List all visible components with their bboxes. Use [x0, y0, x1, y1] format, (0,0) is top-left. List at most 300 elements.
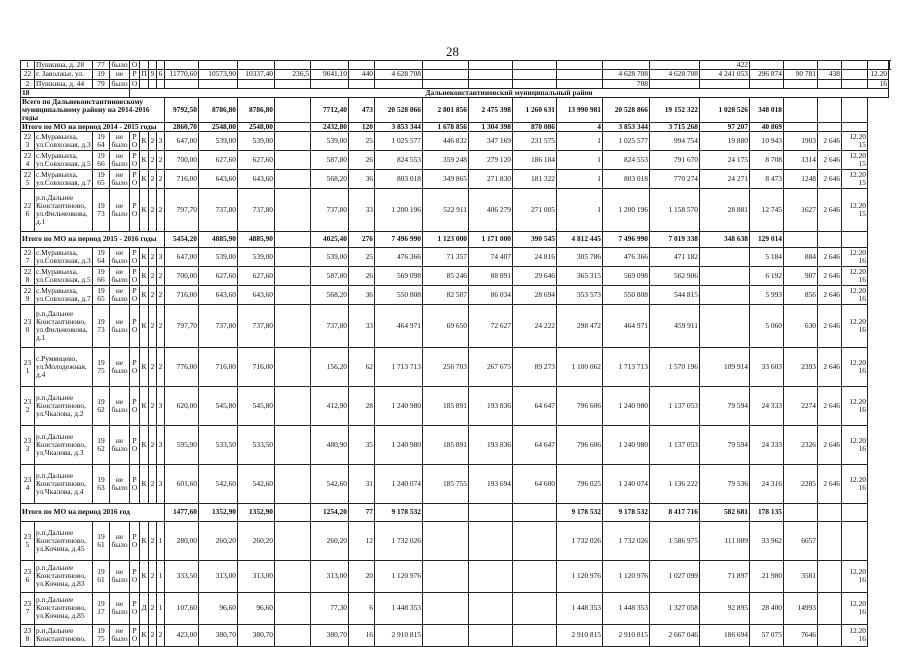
table-cell: 2	[149, 285, 157, 304]
table-cell: 568,20	[311, 285, 349, 304]
table-cell	[238, 79, 275, 88]
table-cell: 33	[349, 188, 375, 231]
total-cell: 1 260 631	[513, 97, 557, 122]
table-cell: 464 971	[603, 304, 650, 347]
total-cell: 7712,40	[311, 97, 349, 122]
table-cell: 19	[93, 69, 110, 79]
table-cell: 298 472	[557, 304, 603, 347]
table-cell: 2 910 815	[603, 624, 650, 646]
total-cell: 582 681	[700, 503, 750, 521]
table-cell: 19 73	[93, 304, 110, 347]
table-cell	[311, 79, 349, 88]
total-cell: 1477,60	[165, 503, 199, 521]
table-cell: 23 7	[21, 592, 35, 624]
table-cell	[469, 61, 513, 70]
total-label: Итого по МО на период 2015 - 2016 годы	[21, 231, 165, 247]
table-cell: 12	[349, 521, 375, 560]
total-cell: 8786,80	[238, 97, 275, 122]
address-cell: р.п.Дальнее Константиново, ул.Чкалова, д.3	[35, 425, 93, 464]
total-cell	[842, 122, 868, 131]
table-cell	[513, 79, 557, 88]
total-cell	[842, 231, 868, 247]
table-cell: 4 241 053	[700, 69, 750, 79]
table-row	[21, 503, 890, 521]
table-cell: 550 808	[603, 285, 650, 304]
table-cell	[423, 521, 469, 560]
table-cell: 6 192	[750, 266, 784, 285]
table-cell: 1 158 570	[650, 188, 700, 231]
table-cell	[469, 521, 513, 560]
table-cell	[469, 560, 513, 592]
table-cell: 28 400	[750, 592, 784, 624]
table-cell: не было	[111, 150, 128, 168]
table-cell: 33 603	[750, 347, 784, 386]
table-cell: 12.20 16	[842, 592, 868, 624]
total-cell: 1 304 398	[469, 122, 513, 131]
total-cell: 870 086	[513, 122, 557, 131]
table-cell: 545,80	[199, 386, 238, 425]
table-cell: 438	[818, 69, 842, 79]
table-cell: 562 906	[650, 266, 700, 285]
table-cell: 716,00	[199, 347, 238, 386]
capital-repair-table	[20, 60, 890, 647]
table-cell: 256 703	[423, 347, 469, 386]
table-row	[21, 231, 890, 247]
table-cell: 19 17	[93, 592, 110, 624]
table-cell: 77	[93, 61, 110, 70]
table-cell	[603, 61, 650, 70]
table-cell: К	[140, 425, 149, 464]
table-cell: 2 910 815	[557, 624, 603, 646]
table-cell	[375, 79, 423, 88]
table-cell: 19 64	[93, 131, 110, 150]
table-cell: 2	[149, 304, 157, 347]
address-cell: с.Муравьиха, ул.Совхозная, д.5	[36, 150, 91, 168]
table-cell: 533,50	[199, 425, 238, 464]
table-cell: 71 897	[700, 560, 750, 592]
total-cell: 348 638	[700, 231, 750, 247]
total-cell: 2432,80	[311, 122, 349, 131]
table-cell: 12.20 15	[842, 169, 868, 188]
total-cell: 2548,00	[199, 122, 238, 131]
table-row	[21, 169, 890, 188]
table-cell: 2274	[784, 386, 818, 425]
total-cell: 8 417 716	[650, 503, 700, 521]
table-row	[21, 97, 890, 122]
table-cell: 22 5	[21, 169, 35, 188]
table-cell: 96,60	[199, 592, 238, 624]
table-cell	[842, 69, 868, 79]
table-cell: 109 914	[700, 347, 750, 386]
table-cell: 1 120 976	[557, 560, 603, 592]
table-cell: 19 880	[700, 131, 750, 150]
table-cell	[423, 592, 469, 624]
table-cell: 19 73	[93, 188, 110, 231]
table-cell: 260,20	[199, 521, 238, 560]
table-cell: 36	[349, 169, 375, 188]
table-cell: 19 61	[93, 560, 110, 592]
table-cell: 440	[349, 69, 375, 79]
table-cell: 2	[157, 150, 165, 169]
table-cell	[275, 425, 311, 464]
table-cell: 10 943	[750, 131, 784, 150]
table-cell: Р О	[130, 304, 140, 347]
table-cell: 111 089	[700, 521, 750, 560]
total-cell: 9 178 532	[603, 503, 650, 521]
table-cell: К	[140, 150, 149, 169]
table-cell: 1 136 222	[650, 464, 700, 503]
table-cell: 1 240 980	[603, 386, 650, 425]
table-cell: 539,00	[199, 131, 238, 150]
total-cell	[423, 503, 469, 521]
table-cell: 2 910 815	[375, 624, 423, 646]
table-cell: 1	[157, 521, 165, 560]
table-row	[21, 560, 890, 592]
table-cell: не было	[111, 266, 128, 284]
total-cell	[469, 503, 513, 521]
table-cell: 185 891	[423, 386, 469, 425]
table-cell: 85 246	[423, 266, 469, 285]
table-cell: 7646	[784, 624, 818, 646]
table-cell: 24 222	[513, 304, 557, 347]
table-cell: 1 448 353	[603, 592, 650, 624]
table-cell: 2	[149, 247, 157, 266]
table-cell: К	[140, 169, 149, 188]
page-number: 28	[446, 44, 459, 59]
table-cell: 542,60	[199, 464, 238, 503]
table-cell: 737,80	[238, 304, 275, 347]
table-cell	[469, 79, 513, 88]
total-cell: 1 171 000	[469, 231, 513, 247]
table-cell: Д	[140, 592, 149, 624]
table-cell: 2326	[784, 425, 818, 464]
table-cell: О	[130, 79, 140, 88]
address-cell: р.п.Дальнее Константиново,	[35, 624, 93, 646]
table-cell: 12.20 16	[842, 560, 868, 592]
table-cell: 79 594	[700, 425, 750, 464]
table-cell: 90 781	[784, 69, 818, 79]
table-cell: 26	[349, 150, 375, 169]
table-row	[21, 521, 890, 560]
table-cell: 647,00	[165, 247, 199, 266]
table-cell: 2 646	[818, 169, 842, 188]
total-cell: 4025,40	[311, 231, 349, 247]
table-cell: 25	[349, 131, 375, 150]
table-cell: не было	[111, 131, 128, 149]
table-cell: 185 755	[423, 464, 469, 503]
table-cell: 62	[349, 347, 375, 386]
table-cell: 1 732 026	[375, 521, 423, 560]
table-cell: 280,00	[165, 521, 199, 560]
table-cell: 776,00	[165, 347, 199, 386]
total-cell: 276	[349, 231, 375, 247]
table-cell: К	[140, 188, 149, 231]
total-cell: 2860,70	[165, 122, 199, 131]
table-cell: 313,00	[238, 560, 275, 592]
table-cell: 79 594	[700, 386, 750, 425]
table-cell	[423, 69, 469, 79]
table-cell: 1 100 062	[557, 347, 603, 386]
table-cell	[784, 61, 818, 70]
table-cell: 907	[784, 266, 818, 285]
table-cell: 19 65	[93, 285, 110, 304]
total-cell: 1352,90	[238, 503, 275, 521]
table-cell: 4 628 708	[650, 69, 700, 79]
table-cell: 12.20	[868, 69, 889, 79]
table-cell: 542,60	[238, 464, 275, 503]
table-cell: 406 279	[469, 188, 513, 231]
table-cell	[818, 624, 842, 646]
table-cell: 1 448 353	[557, 592, 603, 624]
table-cell: 21 980	[750, 560, 784, 592]
table-cell: 1 586 975	[650, 521, 700, 560]
table-cell: 643,60	[199, 285, 238, 304]
table-cell: 2	[149, 386, 157, 425]
table-cell: 5 184	[750, 247, 784, 266]
table-cell	[375, 61, 423, 70]
table-cell: 23 2	[21, 386, 35, 425]
table-cell: 71 357	[423, 247, 469, 266]
table-cell: 568,20	[311, 169, 349, 188]
table-cell: 1 732 026	[557, 521, 603, 560]
table-cell	[423, 61, 469, 70]
address-cell: с.Муравьиха, ул.Совхозная, д.3	[36, 247, 91, 265]
table-cell: 22 3	[21, 131, 35, 150]
table-cell: 5 060	[750, 304, 784, 347]
table-cell: 2	[149, 592, 157, 624]
total-cell: 4	[557, 122, 603, 131]
table-cell: 23 3	[21, 425, 35, 464]
table-cell: 791 670	[650, 150, 700, 169]
address-cell: с.Румянцево, ул.Молодежная, д.4	[35, 347, 93, 386]
table-cell: Р О	[130, 347, 140, 386]
total-cell	[275, 231, 311, 247]
table-cell	[557, 79, 603, 88]
table-cell	[650, 79, 700, 88]
table-cell: Р О	[130, 285, 140, 304]
table-cell: 1 025 577	[603, 131, 650, 150]
table-cell: 365 315	[557, 266, 603, 285]
table-cell	[842, 61, 868, 70]
total-cell: 40 869	[750, 122, 784, 131]
table-cell: 260,20	[238, 521, 275, 560]
table-cell: 2	[149, 150, 157, 169]
table-cell	[140, 61, 149, 70]
table-cell: Р О	[130, 521, 140, 560]
table-cell: 28	[349, 386, 375, 425]
table-cell	[423, 79, 469, 88]
table-cell: 2 646	[818, 464, 842, 503]
address-cell: с.Муравьиха, ул.Совхозная, д.3	[36, 131, 91, 149]
table-cell	[513, 592, 557, 624]
table-cell: 2 667 046	[650, 624, 700, 646]
table-cell: К	[140, 266, 149, 285]
table-cell: 36	[349, 285, 375, 304]
table-cell: 533,50	[238, 425, 275, 464]
table-cell: 35	[349, 425, 375, 464]
table-cell: К	[140, 560, 149, 592]
table-cell: 23 0	[21, 304, 35, 347]
table-cell: 23 5	[21, 521, 35, 560]
table-cell: Р О	[130, 592, 140, 624]
table-cell: 544 815	[650, 285, 700, 304]
table-cell: 380,70	[311, 624, 349, 646]
table-cell: 627,60	[238, 150, 275, 169]
table-cell: П	[141, 69, 147, 79]
table-cell: 9	[149, 69, 157, 79]
table-cell	[818, 61, 842, 70]
table-cell: 2	[149, 347, 157, 386]
total-cell: 19 152 322	[650, 97, 700, 122]
table-cell: 1 732 026	[603, 521, 650, 560]
table-cell: 12.20 16	[842, 425, 868, 464]
table-cell: 569 098	[375, 266, 423, 285]
total-cell: 178 135	[750, 503, 784, 521]
table-cell	[750, 61, 784, 70]
total-cell: 4885,90	[238, 231, 275, 247]
table-cell: 2	[149, 624, 157, 646]
table-cell: 627,60	[238, 266, 275, 285]
table-cell: 305 786	[557, 247, 603, 266]
table-cell: 353 573	[557, 285, 603, 304]
table-cell: не было	[110, 304, 130, 347]
table-cell: 3	[157, 425, 165, 464]
table-cell: О	[130, 61, 140, 70]
table-row	[21, 304, 890, 347]
table-cell: не было	[110, 347, 130, 386]
total-cell: 9 178 532	[375, 503, 423, 521]
table-cell: Р О	[130, 464, 140, 503]
table-cell: 856	[784, 285, 818, 304]
table-cell: 6657	[784, 521, 818, 560]
table-cell: 12.20 16	[842, 285, 868, 304]
table-cell: 1 025 577	[375, 131, 423, 150]
table-cell: не было	[110, 624, 130, 646]
table-cell: Р О	[130, 131, 140, 150]
table-cell: 12 745	[750, 188, 784, 231]
table-cell	[275, 560, 311, 592]
table-cell: 796 606	[557, 425, 603, 464]
table-cell: 3	[157, 464, 165, 503]
address-cell: р.п.Дальнее Константиново, ул.Кочина, д.83	[35, 560, 93, 592]
total-cell: 348 018	[750, 97, 784, 122]
table-cell: 1627	[784, 188, 818, 231]
total-cell	[842, 97, 868, 122]
table-cell	[275, 521, 311, 560]
table-cell: не было	[110, 188, 130, 231]
table-cell: 542,60	[311, 464, 349, 503]
table-cell	[513, 624, 557, 646]
table-cell: 476 366	[375, 247, 423, 266]
table-cell	[750, 79, 784, 88]
table-cell: 1	[21, 61, 35, 70]
table-cell	[513, 61, 557, 70]
table-cell	[557, 61, 603, 70]
table-cell: 96,60	[238, 592, 275, 624]
section-number: 18	[21, 88, 130, 97]
table-cell: 824 553	[375, 150, 423, 169]
table-cell: не	[110, 69, 130, 79]
table-cell: 12.20 16	[842, 247, 868, 266]
table-cell: 627,60	[199, 150, 238, 169]
address-cell: р.п.Дальнее Константиново, ул.Кочина, д.85	[35, 592, 93, 624]
table-cell: 643,60	[199, 169, 238, 188]
table-cell: 24 175	[700, 150, 750, 169]
table-cell: 4 628 708	[603, 69, 650, 79]
table-cell: 569 098	[603, 266, 650, 285]
table-cell: 12.20 16	[842, 266, 868, 285]
table-cell: 539,00	[199, 247, 238, 266]
table-cell: 522 911	[423, 188, 469, 231]
table-cell: 23 1	[21, 347, 35, 386]
total-cell: 473	[349, 97, 375, 122]
table-cell: 1903	[784, 131, 818, 150]
table-cell: 10337,40	[238, 69, 275, 79]
table-cell: 186 694	[700, 624, 750, 646]
table-cell	[423, 624, 469, 646]
table-cell: 24 316	[750, 464, 784, 503]
table-cell: 2393	[784, 347, 818, 386]
table-cell	[311, 61, 349, 70]
table-cell: 12.20 16	[842, 304, 868, 347]
table-cell	[513, 69, 557, 79]
total-cell	[784, 122, 818, 131]
table-cell: было	[111, 60, 128, 69]
table-cell	[275, 169, 311, 188]
table-cell: 2	[149, 560, 157, 592]
table-cell	[700, 79, 750, 88]
table-cell: 19 75	[93, 624, 110, 646]
total-cell: 9792,50	[165, 97, 199, 122]
table-cell: 737,80	[199, 188, 238, 231]
table-cell: 12.20 15	[842, 150, 868, 169]
total-cell: 120	[349, 122, 375, 131]
table-cell: 2 646	[818, 347, 842, 386]
table-cell: 28 694	[513, 285, 557, 304]
table-cell: К	[140, 386, 149, 425]
table-cell	[275, 266, 311, 285]
table-cell: 72 627	[469, 304, 513, 347]
table-cell	[349, 79, 375, 88]
table-cell: 643,60	[238, 169, 275, 188]
table-cell: 716,00	[165, 285, 199, 304]
table-cell: 271 005	[513, 188, 557, 231]
table-row	[21, 266, 890, 285]
table-cell: 107,60	[165, 592, 199, 624]
address-cell: р.п.Дальнее Константиново, ул.Фильченкова, д.1	[35, 304, 93, 347]
table-cell: 23 8	[21, 624, 35, 646]
table-cell: 803 018	[375, 169, 423, 188]
table-cell: 476 366	[603, 247, 650, 266]
table-cell: 2 646	[818, 188, 842, 231]
table-cell: 464 971	[375, 304, 423, 347]
table-cell: Р О	[130, 169, 140, 188]
table-cell: 156,20	[311, 347, 349, 386]
table-cell: 824 553	[603, 150, 650, 169]
table-cell	[513, 521, 557, 560]
table-cell: 2 646	[818, 247, 842, 266]
total-label: Итого по МО на период 2016 год	[21, 503, 165, 521]
table-cell: 1 240 074	[603, 464, 650, 503]
table-cell	[275, 131, 311, 150]
table-cell: 2 646	[818, 285, 842, 304]
table-cell: 6	[157, 69, 165, 79]
table-cell: 620,00	[165, 386, 199, 425]
total-cell: 8786,80	[199, 97, 238, 122]
table-cell: 86 034	[469, 285, 513, 304]
table-cell: 539,00	[311, 247, 349, 266]
table-cell: 31	[349, 464, 375, 503]
